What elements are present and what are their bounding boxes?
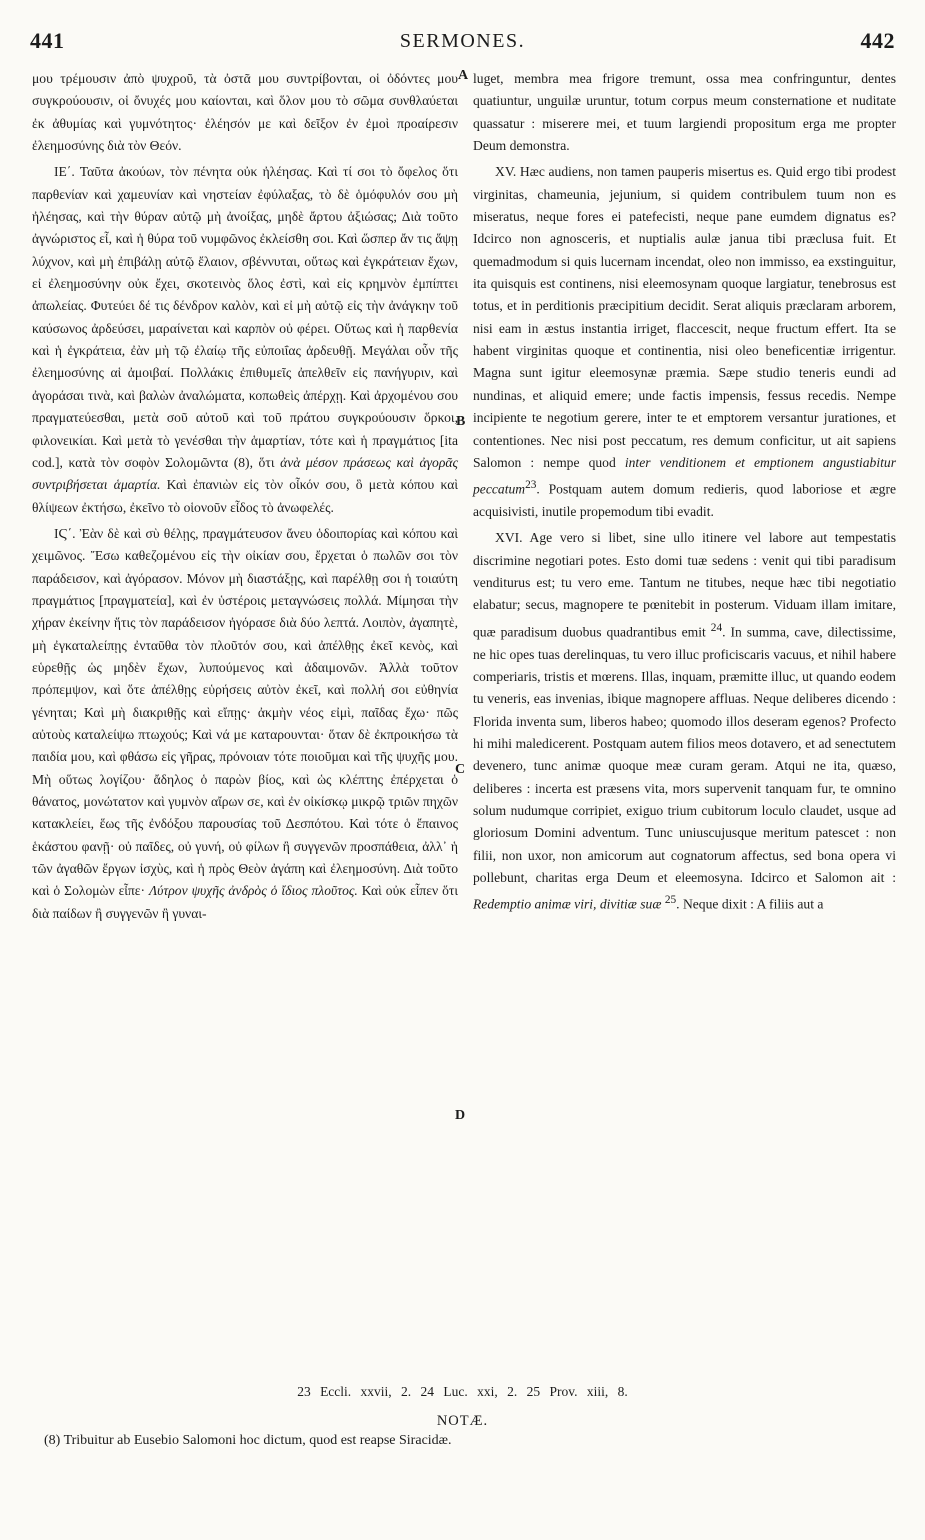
latin-text: . Neque dixit : A filiis aut a bbox=[676, 896, 824, 912]
greek-paragraph-1: μου τρέμουσιν ἀπὸ ψυχροῦ, τὰ ὀστᾶ μου συντρίβονται, οἱ ὀδόντες μου συγκρούουσιν, οἱ ὄνυχές μου καίονται, καὶ ὅλον μου τὸ σῶμα συνθλαύεται ἐκ ἀθυμίας καὶ γυμνότητος· ἐλέησόν με καὶ δεῖξον ἐν ἐμοὶ προαίρεσιν ἐλεημοσύνης διὰ τὸν Θεόν. bbox=[32, 71, 458, 154]
latin-quote: Redemptio animæ viri, divitiæ suæ bbox=[473, 896, 662, 912]
right-page-number: 442 bbox=[860, 28, 895, 53]
footnote-marker-24: 24 bbox=[710, 621, 723, 634]
greek-section-16 bbox=[32, 523, 458, 925]
greek-quote: Λύτρον ψυχῆς ἀνδρὸς ὁ ἴδιος πλοῦτος. bbox=[148, 883, 358, 899]
reference-24: 24 Luc. xxi, 2. bbox=[420, 1384, 518, 1399]
running-head bbox=[30, 28, 895, 62]
latin-text: . In summa, cave, dilectissime, ne hic opes tuas derelinquas, tu vero illuc proficiscaris vacuus, et nihil habere comperiaris, tristis et mœrens. Illas, inquam, præmitte illuc, ut quando eodem tu veneris, eas invenias, ibique magnopere affluas. Neque deliberes dicendo : Florida inventa sum, liberos habeo; quomodo illos deseram egenos? Profecto hi mihi maledicerent. Postquam autem filios meos dotavero, et ad senectutem devenero, tunc animæ quoque meæ curam geram. Atqui ne ita, quæso, deliberes : incerta est præsens vita, mors supervenit tanquam fur, te omnino solum nudumque corripiet, exiguo trium cubitorum loculo claudet, usque ad gloriosum Domini adventum. Tunc uniuscujusque meritum patescet : non filii, non uxor, non amicorum aut cognatorum affectus, sed bona opera vi pollebunt, charitas erga Deum et eleemosyna. Idcirco et Salomon ait : bbox=[473, 624, 896, 886]
scripture-references bbox=[0, 1384, 925, 1400]
margin-letter-c: C bbox=[455, 762, 466, 777]
greek-text: ΙϚ΄. Ἐὰν δὲ καὶ σὺ θέλῃς, πραγμάτευσον ἄνευ ὁδοιπορίας καὶ κόπου καὶ χειμῶνος. Ἔσω καθεζομένου εἰς τὴν οἰκίαν σου, ἔρχεται ὁ πωλῶν σοι τὸν παράδεισον, καὶ ἀγόρασον. Μόνον μὴ διαστάξῃς, καὶ παρέλθῃ σοι ἡ τοιαύτη πραγμάτιος [πραγματεία], καὶ ἐν ὑστέροις μεταγνώσεις πολλά. Μίμησαι τὴν χήραν ἐκείνην ἥτις τὸν παράδεισον ἠγόρασε διὰ δύο λεπτά. Λοιπὸν, ἀγαπητὲ, μὴ ἐγκαταλείπῃς ἐνταῦθα τὸν πλοῦτόν σου, καὶ ἀπέλθῃς ἐκεῖ κενὸς, καὶ εὑρεθῇς ὡς μηδὲν ἔχων, λυπούμενος καὶ ἀδαιμονῶν. Ἀλλὰ τοῦτον πρόπεμψον, καὶ ὅτε ἀπέλθῃς εὑρήσεις αὐτὸν ἐκεῖ, καὶ πολλή σοι εὐθηνία γένηται; Καὶ μὴ διακριθῇς καὶ εἴπῃς· ἀκμὴν νέος εἰμὶ, παῖδας ἔχω· πῶς αὐτοὺς καταλείψω πτωχούς; Καὶ νά με καταρουνται· ὅταν δὲ ἐκπροικήσω τὰ παιδία μου, καὶ φθάσω εἰς γῆρας, πρόνοιαν τότε ποιοῦμαι καὶ τῆς ψυχῆς μου. Μὴ οὕτως λογίζου· ἄδηλος ὁ παρὼν βίος, καὶ ὡς κλέπτης ἐπέρχεται ὁ θάνατος, μονώτατον καὶ γυμνὸν αἴρων σε, καὶ ἐν οἰκίσκῳ μικρῷ τριῶν πηχῶν κατακλείει, ἕως τῆς ἐνδόξου παρουσίας τοῦ Δεσπότου. Καὶ τότε ὁ ἔπαινος ἑκάστου φανῇ· οὐ παῖδες, οὐ γυνή, οὐ φίλων ἢ συγγενῶν προσπάθεια, ἀλλ᾽ ἡ τῶν ἀγαθῶν ἔργων ἰσχὺς, καὶ ἡ πρὸς Θεὸν ἀγάπη καὶ ἐλεημοσύνη. Διὰ τοῦτο καὶ ὁ Σολομὼν εἶπε· bbox=[32, 525, 458, 899]
latin-section-16 bbox=[473, 527, 896, 916]
reference-25: 25 Prov. xiii, 8. bbox=[526, 1384, 628, 1399]
margin-letter-b: B bbox=[456, 414, 466, 429]
latin-text: . Postquam autem domum redieris, quod laboriose et ægre acquisivisti, inutile propemodum tibi evadit. bbox=[473, 481, 896, 520]
left-page-number: 441 bbox=[30, 28, 65, 53]
greek-quote: ἀνὰ μέσον πράσεως καὶ ἀγορᾶς συντριβήσεται ἁμαρτία. bbox=[32, 454, 458, 493]
greek-text: Καὶ οὐκ εἶπεν ὅτι διὰ παίδων ἢ συγγενῶν ἢ γυναι- bbox=[32, 883, 458, 921]
footnote-marker-25: 25 bbox=[664, 894, 677, 907]
margin-letter-d: D bbox=[455, 1108, 466, 1123]
latin-text: XV. Hæc audiens, non tamen pauperis misertus es. Quid ergo tibi prodest virginitas, chameunia, jejunium, si quidem contribulem tuum non es miseratus, neque fores ei patefecisti, neque pane eumdem dignatus es? Idcirco non agnosceris, et nuptialis aulæ janua tibi præclusa fuit. Et quemadmodum si quis lucernam incendat, oleo non immisso, ea exstinguitur, ita quisquis est continens, nisi eleemosynam quoque largiatur, tenebrosus est totus, et in perditionis præcipitium decidit. Serat aliquis præclaram arborem, nisi eam in æstus instantia irriget, flaccescit, neque fructum effert. Ita se habent virginitas quoque et continentia, nisi oleo beneficentiæ irrigentur. Magna sunt igitur eleemosynæ præmia. Sæpe studio teneris eundi ad nundinas, et aliquid emere; unde factis impensis, fessus recedis. Nempe incipiente te negotium gerere, inter te et emptorem versantur jurationes, et contentiones. Nec nisi post peccatum, res demum conficitur, ut ait sapiens Salomon : nempe quod bbox=[473, 164, 896, 470]
notes-heading: NOTÆ. bbox=[436, 1413, 489, 1429]
greek-column bbox=[32, 68, 458, 929]
latin-column bbox=[473, 68, 896, 920]
latin-paragraph-1: luget, membra mea frigore tremunt, ossa mea confringuntur, dentes quatiuntur, unguilæ uruntur, totum corpus meum consternatione et nuditate quassatur : miserere mei, et tuum largiendi propositum erga me propter Deum demonstra. bbox=[473, 71, 896, 154]
note-8: (8) Tribuitur ab Eusebio Salomoni hoc dictum, quod est reapse Siracidæ. bbox=[44, 1433, 452, 1448]
footnote-marker-23: 23 bbox=[525, 479, 537, 492]
margin-letter-a: A bbox=[458, 68, 469, 83]
greek-text: ΙΕ΄. Ταῦτα ἀκούων, τὸν πένητα οὐκ ἠλέησας. Καὶ τί σοι τὸ ὄφελος ὅτι παρθενίαν καὶ χαμευνίαν καὶ νηστείαν ἐφύλαξας, τὸ δὲ ὁμόφυλόν σου μὴ ἠλέησας, καὶ τὴν θύραν αὐτῷ μὴ ἀνοίξας, μηδὲ ἄρτου ἀξιώσας; Διὰ τοῦτο ἀγνώριστος εἶ, καὶ ἡ θύρα τοῦ νυμφῶνος ἐκλείσθη σοι. Καὶ ὥσπερ ἄν τις ἅψῃ λύχνον, καὶ μὴ ἐπιβάλῃ αὐτῷ ἔλαιον, σβέννυται, οὕτως καὶ ἐγκράτειαν ἔχων, εἰ ἐλεημοσύνην οὐκ ἔχει, σκοτεινὸς ὅλος ἐστὶ, καὶ εἰς κρημνὸν ἐμπίπτει ἀπωλείας. Φυτεύει δέ τις δένδρον καλὸν, καὶ εἰ μὴ αὐτῷ εἰς τὴν ἀνάγκην τοῦ καύσωνος ἀρδεύσει, μαραίνεται καὶ καρπὸν οὐ φέρει. Οὕτως καὶ ἡ παρθενία καὶ ἡ ἐγκράτεια, ἐὰν μὴ τῷ ἐλαίῳ τῆς εὐποιΐας ἀρδευθῇ. Μεγάλαι οὖν τῆς ἐλεημοσύνης αἱ ἀμοιβαί. Πολλάκις ἐπιθυμεῖς ἀπελθεῖν εἰς πανήγυριν, καὶ ἀγοράσαι τινὰ, καὶ βαλὼν ἀναλώματα, κοπωθεὶς ἀπέρχῃ. Καὶ ἀρχομένου σου πραγματεύεσθαι, μετὰ σοῦ αὐτοῦ καὶ τοῦ πράτου συγκρούουσιν ὅρκοι, φιλονεικίαι. Καὶ μετὰ τὸ γενέσθαι τὴν ἁμαρτίαν, τότε καὶ ἡ πραγμάτιος [ita cod.], κατὰ τὸν σοφὸν Σολομῶντα (8), ὅτι bbox=[32, 164, 458, 470]
greek-section-15 bbox=[32, 161, 458, 519]
latin-section-15 bbox=[473, 161, 896, 523]
greek-text: Καὶ ἐπανιὼν εἰς τὸν οἶκόν σου, ὃ μετὰ κόπου καὶ θλίψεων ἐκτήσω, ἐκεῖνο τὸ οἱονοῦν εἶδος τὸ ἀνωφελές. bbox=[32, 477, 458, 515]
latin-text: XVI. Age vero si libet, sine ullo itinere vel labore aut tempestatis discrimine negotiari potes. Esto domi tuæ sedens : venit qui tibi paradisum venditurus est; tu vero eme. Tantum ne titubes, neque hæc tibi negotiatio elabatur; secus, magnopere te pœnitebit in posterum. Viduam illam imitare, quæ paradisum duobus quadrantibus emit bbox=[473, 530, 896, 640]
latin-quote: inter venditionem et emptionem angustiabitur peccatum bbox=[473, 454, 896, 497]
reference-23: 23 Eccli. xxvii, 2. bbox=[297, 1384, 412, 1399]
page-title: SERMONES. bbox=[399, 30, 526, 52]
